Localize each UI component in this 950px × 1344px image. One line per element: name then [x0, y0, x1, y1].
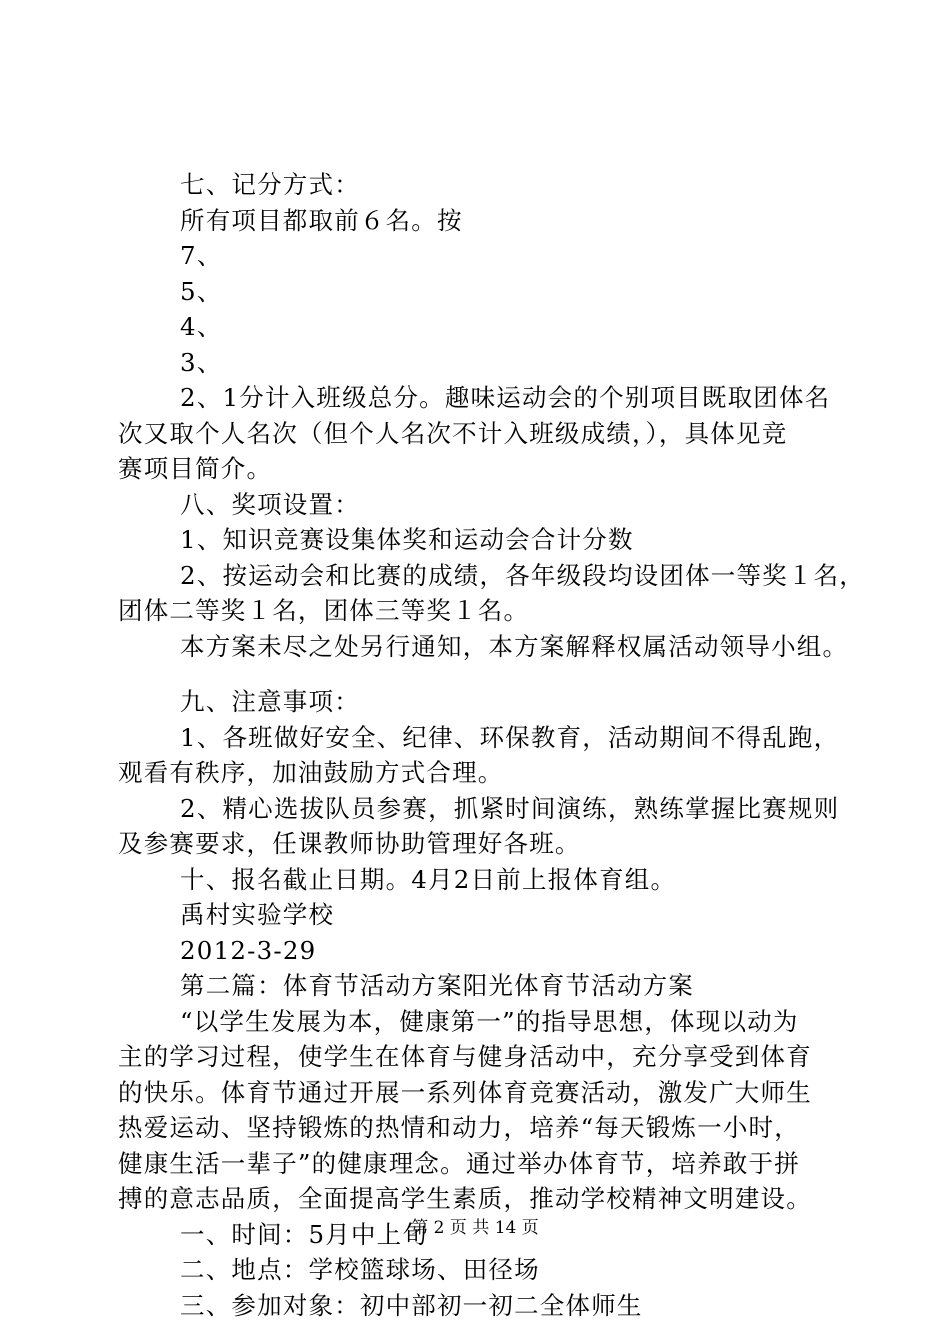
paragraph-line: 1、知识竞赛设集体奖和运动会合计分数 [180, 525, 634, 554]
paragraph-line: 2、精心选拔队员参赛，抓紧时间演练，熟练掌握比赛规则 [180, 793, 840, 823]
document-body [118, 167, 865, 1323]
paragraph-line: 健康生活一辈子”的健康理念。通过举办体育节，培养敢于拼 [118, 1148, 800, 1178]
paragraph-line: 及参赛要求，任课教师协助管理好各班。 [118, 829, 581, 858]
paragraph-line: 2、按运动会和比赛的成绩，各年级段均设团体一等奖１名， [180, 560, 865, 590]
paragraph-line: 3、 [180, 347, 223, 377]
paragraph-line: 赛项目简介。 [118, 454, 273, 483]
paragraph-gap [118, 664, 838, 684]
section-heading-notes: 九、注意事项： [180, 687, 360, 716]
section-heading-awards: 八、奖项设置： [180, 489, 360, 519]
paragraph-line: 搏的意志品质，全面提高学生素质，推动学校精神文明建设。 [118, 1184, 812, 1213]
paragraph-line: 观看有秩序，加油鼓励方式合理。 [118, 758, 504, 787]
paragraph-line: 主的学习过程，使学生在体育与健身活动中，充分享受到体育 [118, 1042, 812, 1071]
section-heading-time: 一、时间：5月中上旬 [180, 1219, 429, 1249]
paragraph-line: 所有项目都取前６名。按 [180, 205, 463, 235]
paragraph-line: 的快乐。体育节通过开展一系列体育竞赛活动，激发广大师生 [118, 1077, 812, 1107]
paragraph-line: 1、各班做好安全、纪律、环保教育，活动期间不得乱跑， [180, 722, 840, 752]
paragraph-line: 次又取个人名次（但个人名次不计入班级成绩，），具体见竞 [118, 418, 788, 448]
section-heading-deadline: 十、报名截止日期。4月2日前上报体育组。 [180, 864, 677, 894]
chapter-title: 第二篇：体育节活动方案阳光体育节活动方案 [180, 971, 694, 1000]
paragraph-line: 团体二等奖１名，团体三等奖１名。 [118, 596, 530, 625]
paragraph-line: 4、 [180, 312, 223, 341]
section-heading-participants: 三、参加对象：初中部初一初二全体师生 [180, 1290, 643, 1320]
paragraph-line: “以学生发展为本，健康第一”的指导思想，体现以动为 [180, 1006, 799, 1036]
section-heading-location: 二、地点：学校篮球场、田径场 [180, 1255, 540, 1284]
signature-school: 禹村实验学校 [180, 900, 335, 929]
paragraph-line: 5、 [180, 276, 223, 306]
section-heading-scoring: 七、记分方式： [180, 170, 360, 199]
page-number-footer: 第 2 页 共 14 页 [411, 1218, 539, 1238]
paragraph-line: 本方案未尽之处另行通知，本方案解释权属活动领导小组。 [180, 631, 849, 661]
paragraph-line: 2、1分计入班级总分。趣味运动会的个别项目既取团体名 [180, 383, 831, 412]
signature-date: 2012-3-29 [180, 935, 317, 965]
paragraph-line: 7、 [180, 241, 223, 270]
paragraph-line: 热爱运动、坚持锻炼的热情和动力，培养“每天锻炼一小时， [118, 1113, 800, 1142]
